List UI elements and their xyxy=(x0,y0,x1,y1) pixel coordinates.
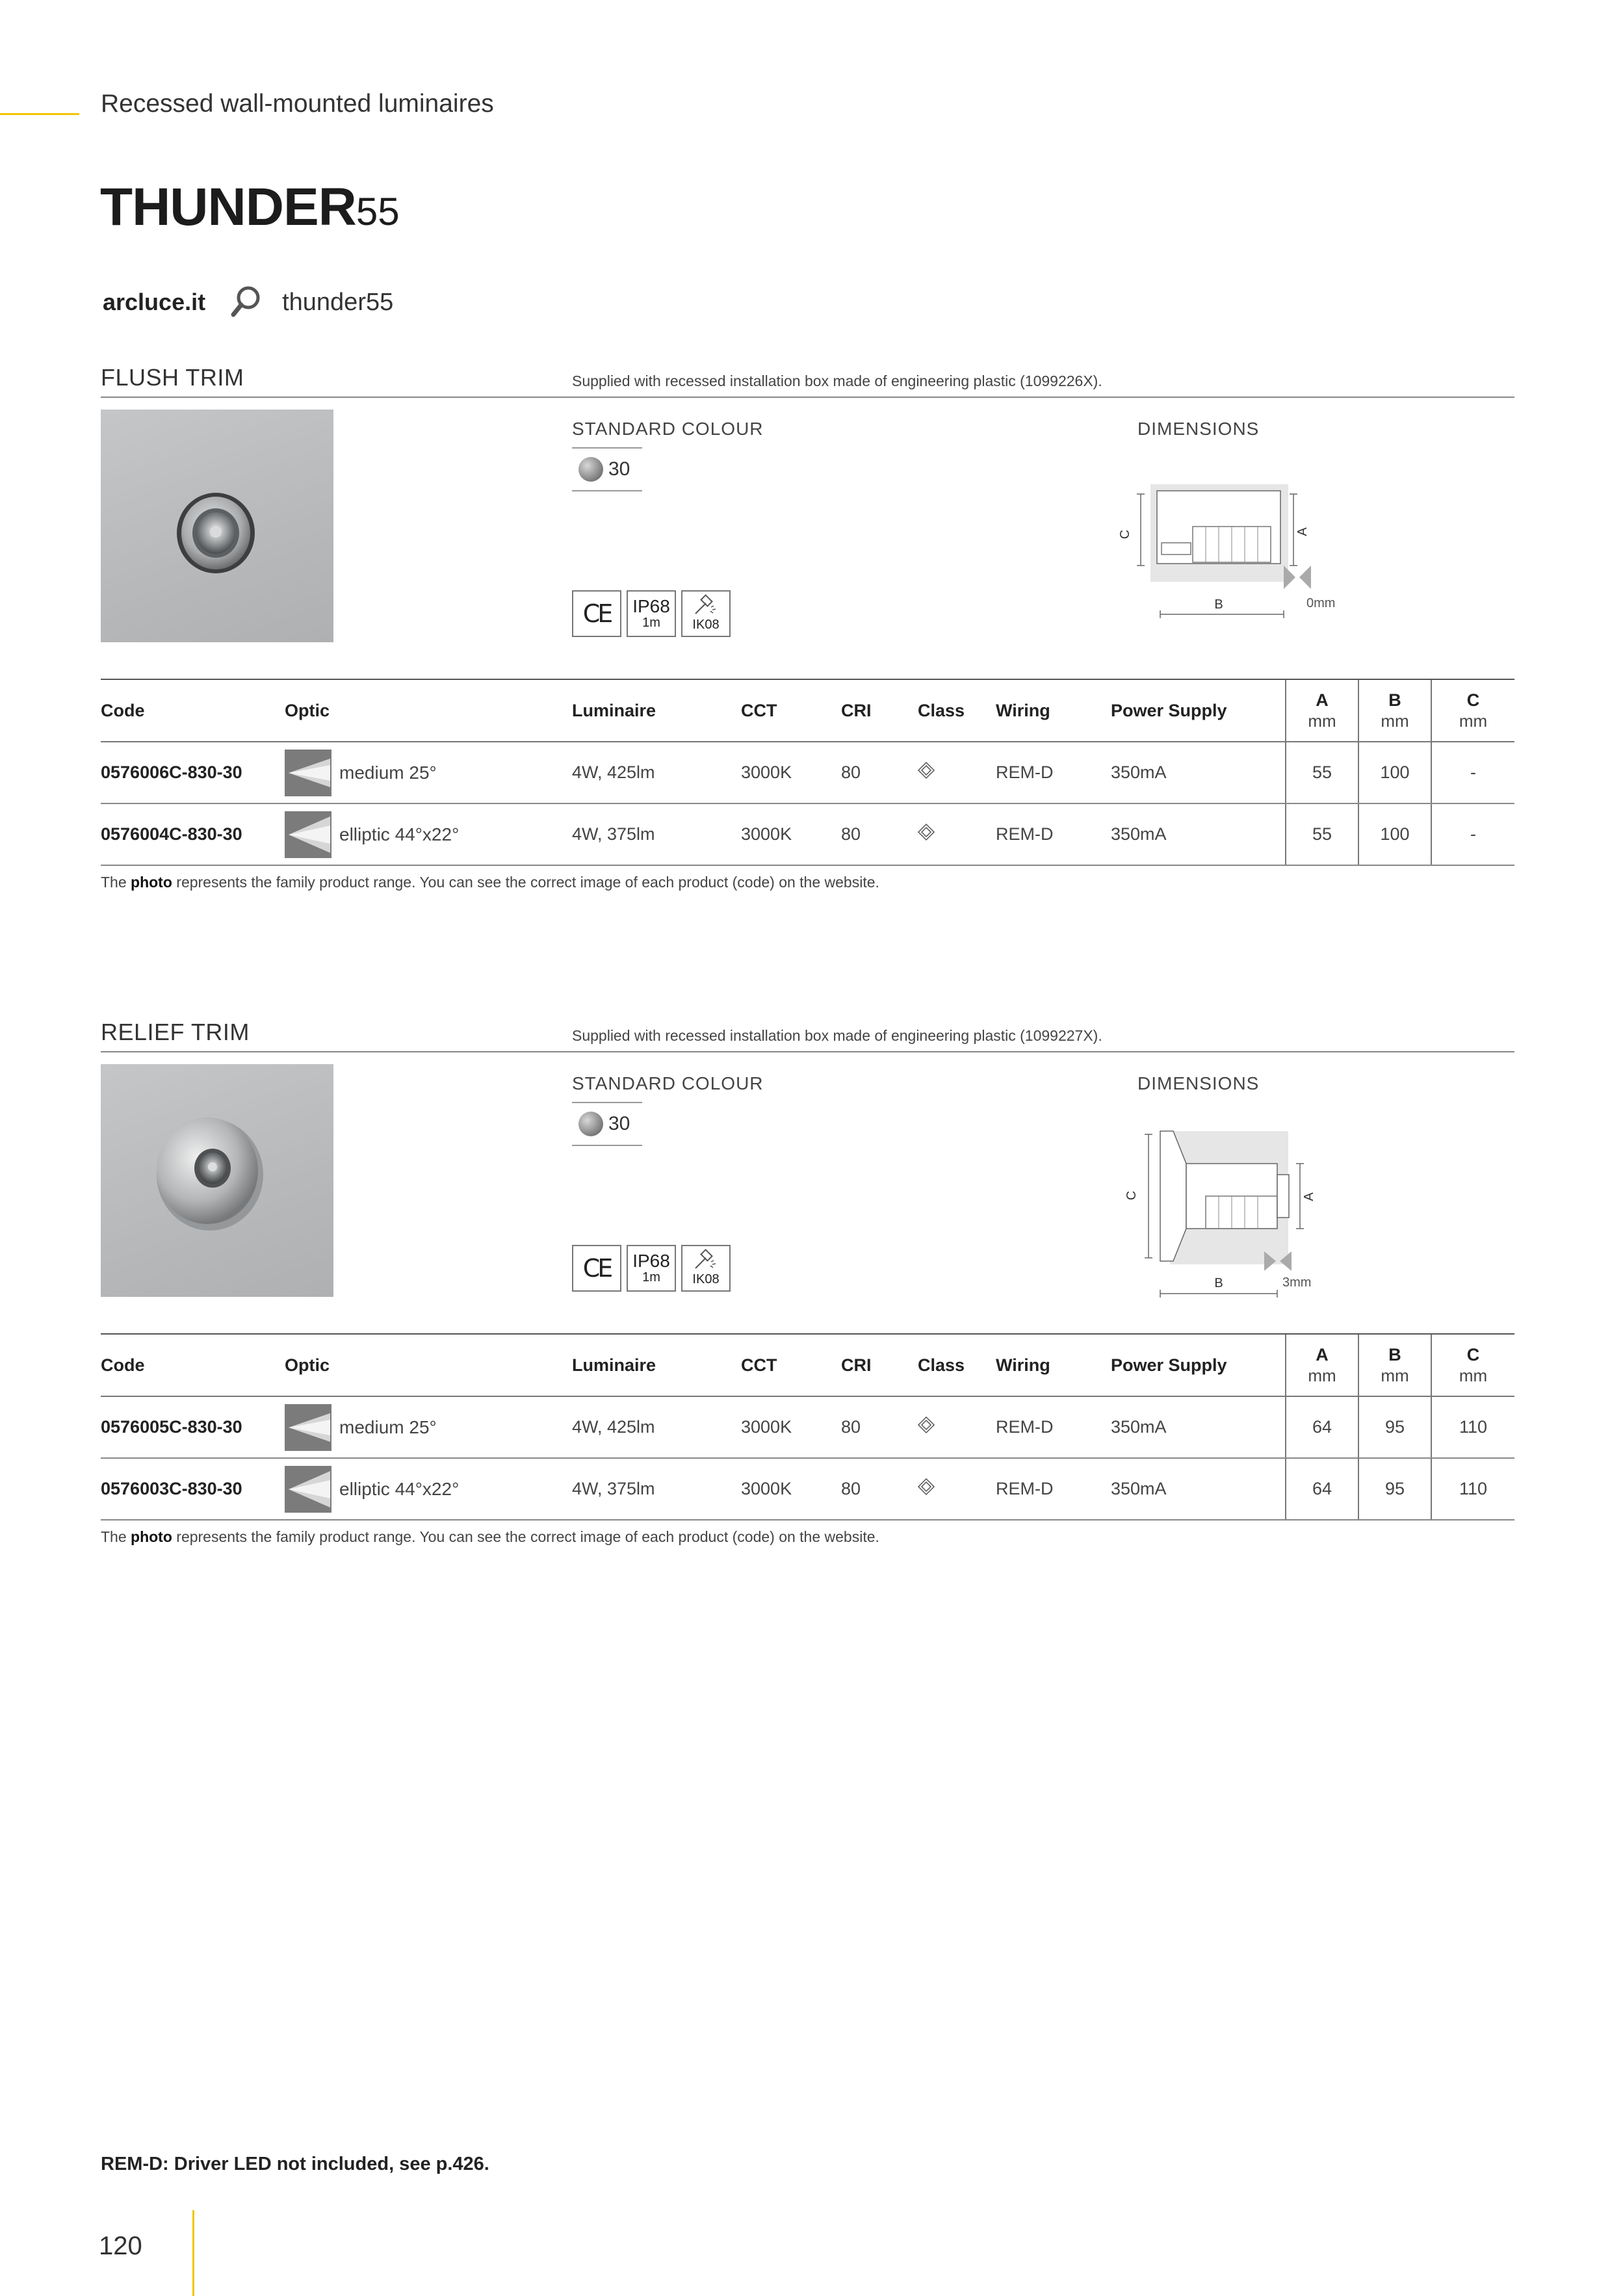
website-link[interactable]: arcluce.it xyxy=(103,289,206,315)
photo-footnote xyxy=(101,874,879,891)
standard-colour-label: STANDARD COLOUR xyxy=(572,419,764,439)
dimension-drawing xyxy=(1118,481,1342,624)
class-cell xyxy=(918,742,996,803)
dimension-b-cell: 100 xyxy=(1358,742,1431,803)
column-a xyxy=(1286,1334,1358,1396)
ip-depth: 1m xyxy=(642,1270,660,1285)
optic-beam-elliptic-icon xyxy=(285,1466,331,1513)
dimension-c-cell: 110 xyxy=(1431,1396,1514,1458)
footnote-bold: photo xyxy=(131,1528,172,1545)
dimension-c-label: C xyxy=(1118,529,1132,540)
column-wiring: Wiring xyxy=(996,679,1111,742)
optic-cell xyxy=(285,1396,572,1458)
column-b xyxy=(1358,1334,1431,1396)
column-b xyxy=(1358,679,1431,742)
ip-rating-badge xyxy=(627,1245,676,1292)
search-term: thunder55 xyxy=(282,288,394,316)
dimension-b-cell: 100 xyxy=(1358,803,1431,865)
column-cri: CRI xyxy=(841,679,918,742)
ik-rating: IK08 xyxy=(692,1272,720,1286)
section-header xyxy=(101,364,1514,398)
dimension-c-cell: 110 xyxy=(1431,1458,1514,1520)
cri-cell: 80 xyxy=(841,1396,918,1458)
column-power-supply: Power Supply xyxy=(1111,679,1286,742)
column-b-label: B xyxy=(1388,690,1401,710)
dimensions-label: DIMENSIONS xyxy=(1137,1073,1260,1093)
class-cell xyxy=(918,1458,996,1520)
column-c xyxy=(1431,679,1514,742)
luminaire-cell: 4W, 375lm xyxy=(572,803,741,865)
footnote-post: represents the family product range. You can see the correct image of each product (code) on the website. xyxy=(172,1528,879,1545)
product-photo xyxy=(101,1064,333,1297)
cri-cell: 80 xyxy=(841,742,918,803)
luminaire-cell: 4W, 375lm xyxy=(572,1458,741,1520)
colour-code: 30 xyxy=(608,1113,630,1134)
colour-dot xyxy=(578,457,603,482)
optic-label: medium 25° xyxy=(339,762,437,783)
optic-beam-medium-icon xyxy=(285,1404,331,1451)
class-ii-icon xyxy=(918,762,935,779)
colour-swatch xyxy=(572,447,642,491)
dimension-a-cell: 55 xyxy=(1286,803,1358,865)
column-class: Class xyxy=(918,679,996,742)
spec-table xyxy=(101,679,1514,866)
class-cell xyxy=(918,1396,996,1458)
table-row xyxy=(101,1458,1514,1520)
optic-beam-medium-icon xyxy=(285,750,331,796)
luminaire-cell: 4W, 425lm xyxy=(572,742,741,803)
section-header xyxy=(101,1019,1514,1052)
optic-beam-elliptic-icon xyxy=(285,811,331,858)
column-power-supply: Power Supply xyxy=(1111,1334,1286,1396)
column-b-unit: mm xyxy=(1381,1366,1409,1385)
dimension-a-label: A xyxy=(1302,1192,1316,1201)
optic-label: elliptic 44°x22° xyxy=(339,1478,460,1499)
column-luminaire: Luminaire xyxy=(572,679,741,742)
dimension-offset-label: 0mm xyxy=(1306,596,1336,610)
column-wiring: Wiring xyxy=(996,1334,1111,1396)
footnote-pre: The xyxy=(101,874,131,891)
ip-rating-badge xyxy=(627,590,676,637)
section-relief-trim xyxy=(101,1019,1514,1552)
optic-cell xyxy=(285,742,572,803)
column-cct: CCT xyxy=(741,679,841,742)
cct-cell: 3000K xyxy=(741,742,841,803)
column-class: Class xyxy=(918,1334,996,1396)
photo-footnote xyxy=(101,1528,879,1546)
column-code: Code xyxy=(101,679,285,742)
column-b-unit: mm xyxy=(1381,711,1409,731)
product-title-suffix: 55 xyxy=(356,190,400,233)
colour-code: 30 xyxy=(608,458,630,480)
optic-cell xyxy=(285,803,572,865)
ip-rating: IP68 xyxy=(632,1251,670,1271)
section-title: FLUSH TRIM xyxy=(101,364,244,391)
spec-table xyxy=(101,1333,1514,1520)
class-ii-icon xyxy=(918,1478,935,1495)
web-reference xyxy=(103,285,393,320)
power-supply-cell: 350mA xyxy=(1111,742,1286,803)
column-code: Code xyxy=(101,1334,285,1396)
column-a-unit: mm xyxy=(1308,1366,1336,1385)
cri-cell: 80 xyxy=(841,1458,918,1520)
wiring-cell: REM-D xyxy=(996,1396,1111,1458)
ce-mark-icon: CE xyxy=(572,590,621,637)
column-luminaire: Luminaire xyxy=(572,1334,741,1396)
table-row xyxy=(101,742,1514,803)
class-ii-icon xyxy=(918,824,935,841)
ip-rating: IP68 xyxy=(632,596,670,616)
accent-line xyxy=(0,113,79,115)
hammer-icon xyxy=(690,595,721,618)
dimension-b-cell: 95 xyxy=(1358,1458,1431,1520)
optic-label: elliptic 44°x22° xyxy=(339,824,460,844)
footnote-pre: The xyxy=(101,1528,131,1545)
wiring-cell: REM-D xyxy=(996,803,1111,865)
cct-cell: 3000K xyxy=(741,803,841,865)
column-c-label: C xyxy=(1466,1345,1480,1364)
column-c-unit: mm xyxy=(1459,1366,1488,1385)
dimension-c-label: C xyxy=(1124,1190,1139,1201)
category-heading: Recessed wall-mounted luminaires xyxy=(101,90,494,118)
colour-dot xyxy=(578,1112,603,1136)
ip-depth: 1m xyxy=(642,616,660,630)
class-ii-icon xyxy=(918,1416,935,1433)
section-flush-trim xyxy=(101,364,1514,897)
product-code: 0576005C-830-30 xyxy=(101,1396,285,1458)
column-a xyxy=(1286,679,1358,742)
table-header-row xyxy=(101,1334,1514,1396)
page-number: 120 xyxy=(99,2232,142,2260)
footnote-post: represents the family product range. You can see the correct image of each product (code) on the website. xyxy=(172,874,879,891)
table-row xyxy=(101,1396,1514,1458)
dimension-a-cell: 64 xyxy=(1286,1396,1358,1458)
product-title-main: THUNDER xyxy=(100,177,356,237)
dimensions-label: DIMENSIONS xyxy=(1137,419,1260,439)
dimension-c-cell: - xyxy=(1431,803,1514,865)
search-icon xyxy=(230,285,261,320)
column-cct: CCT xyxy=(741,1334,841,1396)
column-c-label: C xyxy=(1466,690,1480,710)
product-photo xyxy=(101,410,333,642)
optic-label: medium 25° xyxy=(339,1416,437,1437)
dimension-a-cell: 55 xyxy=(1286,742,1358,803)
product-code: 0576006C-830-30 xyxy=(101,742,285,803)
ik-rating-badge xyxy=(681,1245,731,1292)
power-supply-cell: 350mA xyxy=(1111,803,1286,865)
table-row xyxy=(101,803,1514,865)
class-cell xyxy=(918,803,996,865)
column-b-label: B xyxy=(1388,1345,1401,1364)
ik-rating: IK08 xyxy=(692,618,720,632)
ik-rating-badge xyxy=(681,590,731,637)
section-title: RELIEF TRIM xyxy=(101,1019,250,1045)
hammer-icon xyxy=(690,1250,721,1272)
dimension-a-cell: 64 xyxy=(1286,1458,1358,1520)
section-note: Supplied with recessed installation box made of engineering plastic (1099226X). xyxy=(572,372,1102,389)
column-a-label: A xyxy=(1316,690,1329,710)
cct-cell: 3000K xyxy=(741,1458,841,1520)
colour-swatch xyxy=(572,1102,642,1146)
standard-colour-label: STANDARD COLOUR xyxy=(572,1073,764,1093)
column-optic: Optic xyxy=(285,1334,572,1396)
power-supply-cell: 350mA xyxy=(1111,1396,1286,1458)
driver-note: REM-D: Driver LED not included, see p.426. xyxy=(101,2154,489,2174)
table-header-row xyxy=(101,679,1514,742)
column-cri: CRI xyxy=(841,1334,918,1396)
product-title xyxy=(100,177,400,238)
footnote-bold: photo xyxy=(131,874,172,891)
cri-cell: 80 xyxy=(841,803,918,865)
dimension-c-cell: - xyxy=(1431,742,1514,803)
luminaire-cell: 4W, 425lm xyxy=(572,1396,741,1458)
column-c-unit: mm xyxy=(1459,711,1488,731)
dimension-b-label: B xyxy=(1214,597,1223,612)
wiring-cell: REM-D xyxy=(996,1458,1111,1520)
optic-cell xyxy=(285,1458,572,1520)
cct-cell: 3000K xyxy=(741,1396,841,1458)
column-optic: Optic xyxy=(285,679,572,742)
dimension-drawing xyxy=(1121,1128,1342,1303)
wiring-cell: REM-D xyxy=(996,742,1111,803)
dimension-a-label: A xyxy=(1295,527,1310,536)
dimension-b-cell: 95 xyxy=(1358,1396,1431,1458)
product-code: 0576004C-830-30 xyxy=(101,803,285,865)
column-a-label: A xyxy=(1316,1345,1329,1364)
column-a-unit: mm xyxy=(1308,711,1336,731)
power-supply-cell: 350mA xyxy=(1111,1458,1286,1520)
page-rule xyxy=(192,2210,194,2296)
ce-mark-icon: CE xyxy=(572,1245,621,1292)
dimension-b-label: B xyxy=(1214,1276,1223,1290)
product-code: 0576003C-830-30 xyxy=(101,1458,285,1520)
section-note: Supplied with recessed installation box made of engineering plastic (1099227X). xyxy=(572,1027,1102,1044)
dimension-offset-label: 3mm xyxy=(1282,1275,1312,1290)
column-c xyxy=(1431,1334,1514,1396)
